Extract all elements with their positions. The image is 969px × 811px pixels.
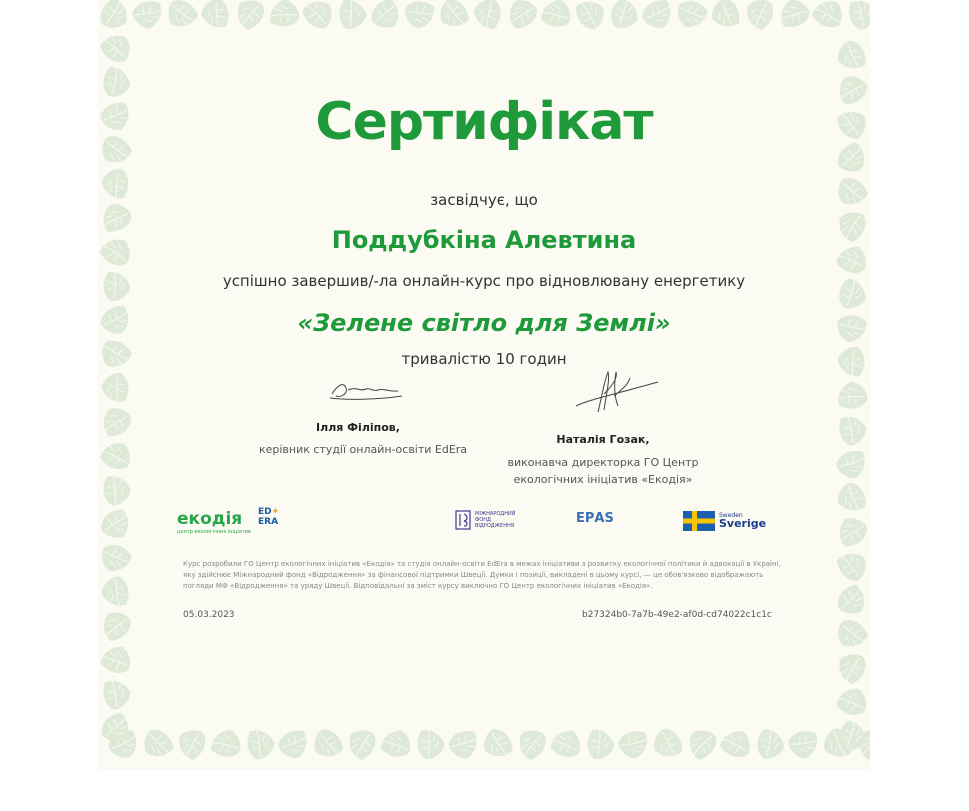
- disclaimer-text: Курс розробили ГО Центр екологічних ініціатив «Екодія» та студія онлайн-освіти EdEra в межах ініціативи з розвитку екологічної політики й адвокації в Україні, яку здійснює Міжнародний фонд «Відродження» за фінансової підтримки Швеції. Думки і позиції, викладені в цьому курсі, — це обов'язково відображають погляди МФ «Відродження» та уряду Швеції. Відповідальні за зміст курсу виключно ГО Центр екологічних ініціатив «Екодія».: [183, 560, 781, 590]
- leaf-icon: [99, 609, 134, 646]
- leaf-icon: [639, 0, 677, 32]
- leaf-icon: [437, 0, 474, 31]
- leaf-icon: [834, 479, 870, 517]
- duration-text: тривалістю 10 годин: [401, 350, 567, 368]
- leaf-icon: [832, 549, 868, 583]
- leaf-icon: [98, 504, 134, 541]
- edera-logo: [258, 507, 279, 527]
- leaf-icon: [839, 654, 866, 685]
- renaissance-fund-text: МІЖНАРОДНИЙ ФОНД ВІДРОДЖЕННЯ: [475, 511, 516, 529]
- leaf-icon: [98, 369, 136, 408]
- leaf-icon: [581, 724, 618, 762]
- leaf-icon: [445, 723, 484, 762]
- leaf-icon: [142, 728, 177, 760]
- leaf-icon: [264, 0, 303, 34]
- leaf-icon: [570, 0, 608, 32]
- leaf-icon: [179, 729, 207, 760]
- leaf-icon: [369, 0, 402, 31]
- leaf-icon: [615, 723, 654, 762]
- certificate-id: b27324b0-7a7b-49e2-af0d-cd74022c1c1c: [582, 610, 772, 620]
- ekodia-logo: екодія: [177, 509, 243, 529]
- completion-text: успішно завершив/-ла онлайн-курс про відновлювану енергетику: [222, 272, 746, 290]
- sweden-logo-big: Sverige: [719, 517, 767, 530]
- sweden-logo-text: [719, 512, 766, 530]
- leaf-icon: [349, 730, 376, 760]
- leaf-icon: [98, 674, 134, 713]
- renaissance-fund-logo: [455, 510, 527, 530]
- leaf-icon: [98, 470, 134, 509]
- ekodia-logo-subtitle: центр екологічних ініціатив: [177, 529, 251, 535]
- leaf-icon: [774, 0, 813, 35]
- certificate-sheet: [98, 0, 870, 770]
- sweden-sverige-logo: [683, 511, 766, 531]
- leaf-icon: [837, 619, 869, 647]
- leaf-icon: [129, 0, 168, 32]
- leaf-icon: [746, 0, 775, 31]
- leaf-icon: [410, 724, 448, 763]
- leaf-icon: [841, 0, 870, 33]
- leaf-icon: [537, 0, 573, 32]
- leaf-icon: [751, 724, 787, 761]
- leaf-icon: [332, 0, 370, 33]
- leaf-icon: [518, 729, 547, 761]
- signer-2-name: Наталія Гозак,: [556, 433, 650, 446]
- leaf-icon: [377, 728, 413, 761]
- leaf-icon: [785, 723, 824, 762]
- leaf-icon: [719, 730, 751, 759]
- leaf-icon: [99, 442, 131, 470]
- leaf-icon: [687, 728, 718, 762]
- edera-logo-ed: ED: [258, 507, 272, 517]
- leaf-icon: [548, 729, 582, 760]
- signer-1-role: керівник студії онлайн-освіти EdEra: [258, 443, 468, 456]
- leaf-icon: [471, 0, 507, 34]
- leaf-icon: [811, 1, 842, 29]
- leaf-icon: [481, 726, 518, 762]
- epas-logo: ЕРАЅ: [576, 511, 614, 526]
- leaf-icon: [650, 726, 688, 763]
- leaf-icon: [235, 0, 265, 32]
- leaf-icon: [240, 724, 279, 763]
- signer-1-name: Ілля Філіпов,: [316, 421, 400, 434]
- certifies-text: засвідчує, що: [430, 191, 538, 209]
- leaf-icon: [836, 582, 868, 616]
- leaf-icon: [168, 0, 199, 28]
- leaf-icon: [98, 34, 131, 63]
- leaf-icon: [402, 0, 440, 31]
- signature-gozak: [568, 366, 668, 420]
- leaf-icon: [98, 645, 132, 676]
- leaf-icon: [101, 0, 127, 28]
- recipient-name: Поддубкіна Алевтина: [331, 226, 637, 254]
- signer-2-role-line1: виконавча директорка ГО Центр: [507, 456, 699, 469]
- course-title: «Зелене світло для Землі»: [297, 309, 671, 337]
- leaf-icon: [198, 0, 237, 34]
- certificate-title: Сертифікат: [315, 92, 653, 152]
- leaf-icon: [275, 723, 313, 762]
- leaf-icon: [300, 0, 334, 30]
- leaf-icon: [207, 727, 244, 762]
- leaf-icon: [98, 573, 137, 612]
- leaf-icon: [833, 443, 870, 482]
- signer-2-role-line2: екологічних ініціатив «Екодія»: [513, 473, 693, 486]
- leaf-icon: [832, 378, 870, 416]
- leaf-icon: [708, 0, 747, 34]
- edera-logo-era: ERA: [258, 517, 279, 527]
- leaf-icon: [101, 542, 134, 572]
- leaf-icon: [504, 0, 540, 34]
- leaf-icon: [311, 727, 347, 761]
- issue-date: 05.03.2023: [183, 610, 235, 620]
- sweden-logo-small: Sweden: [719, 512, 743, 519]
- leaf-icon: [831, 410, 870, 449]
- swedish-flag-icon: [683, 511, 715, 531]
- renaissance-fund-icon: [455, 510, 471, 530]
- leaf-icon: [834, 37, 870, 75]
- leaf-icon: [98, 404, 134, 442]
- leaf-icon: [676, 0, 710, 29]
- edera-star-icon: ✦: [271, 507, 280, 517]
- signature-filipov: [326, 376, 406, 406]
- leaf-icon: [834, 688, 867, 718]
- leaf-icon: [834, 514, 870, 552]
- leaf-icon: [607, 0, 640, 31]
